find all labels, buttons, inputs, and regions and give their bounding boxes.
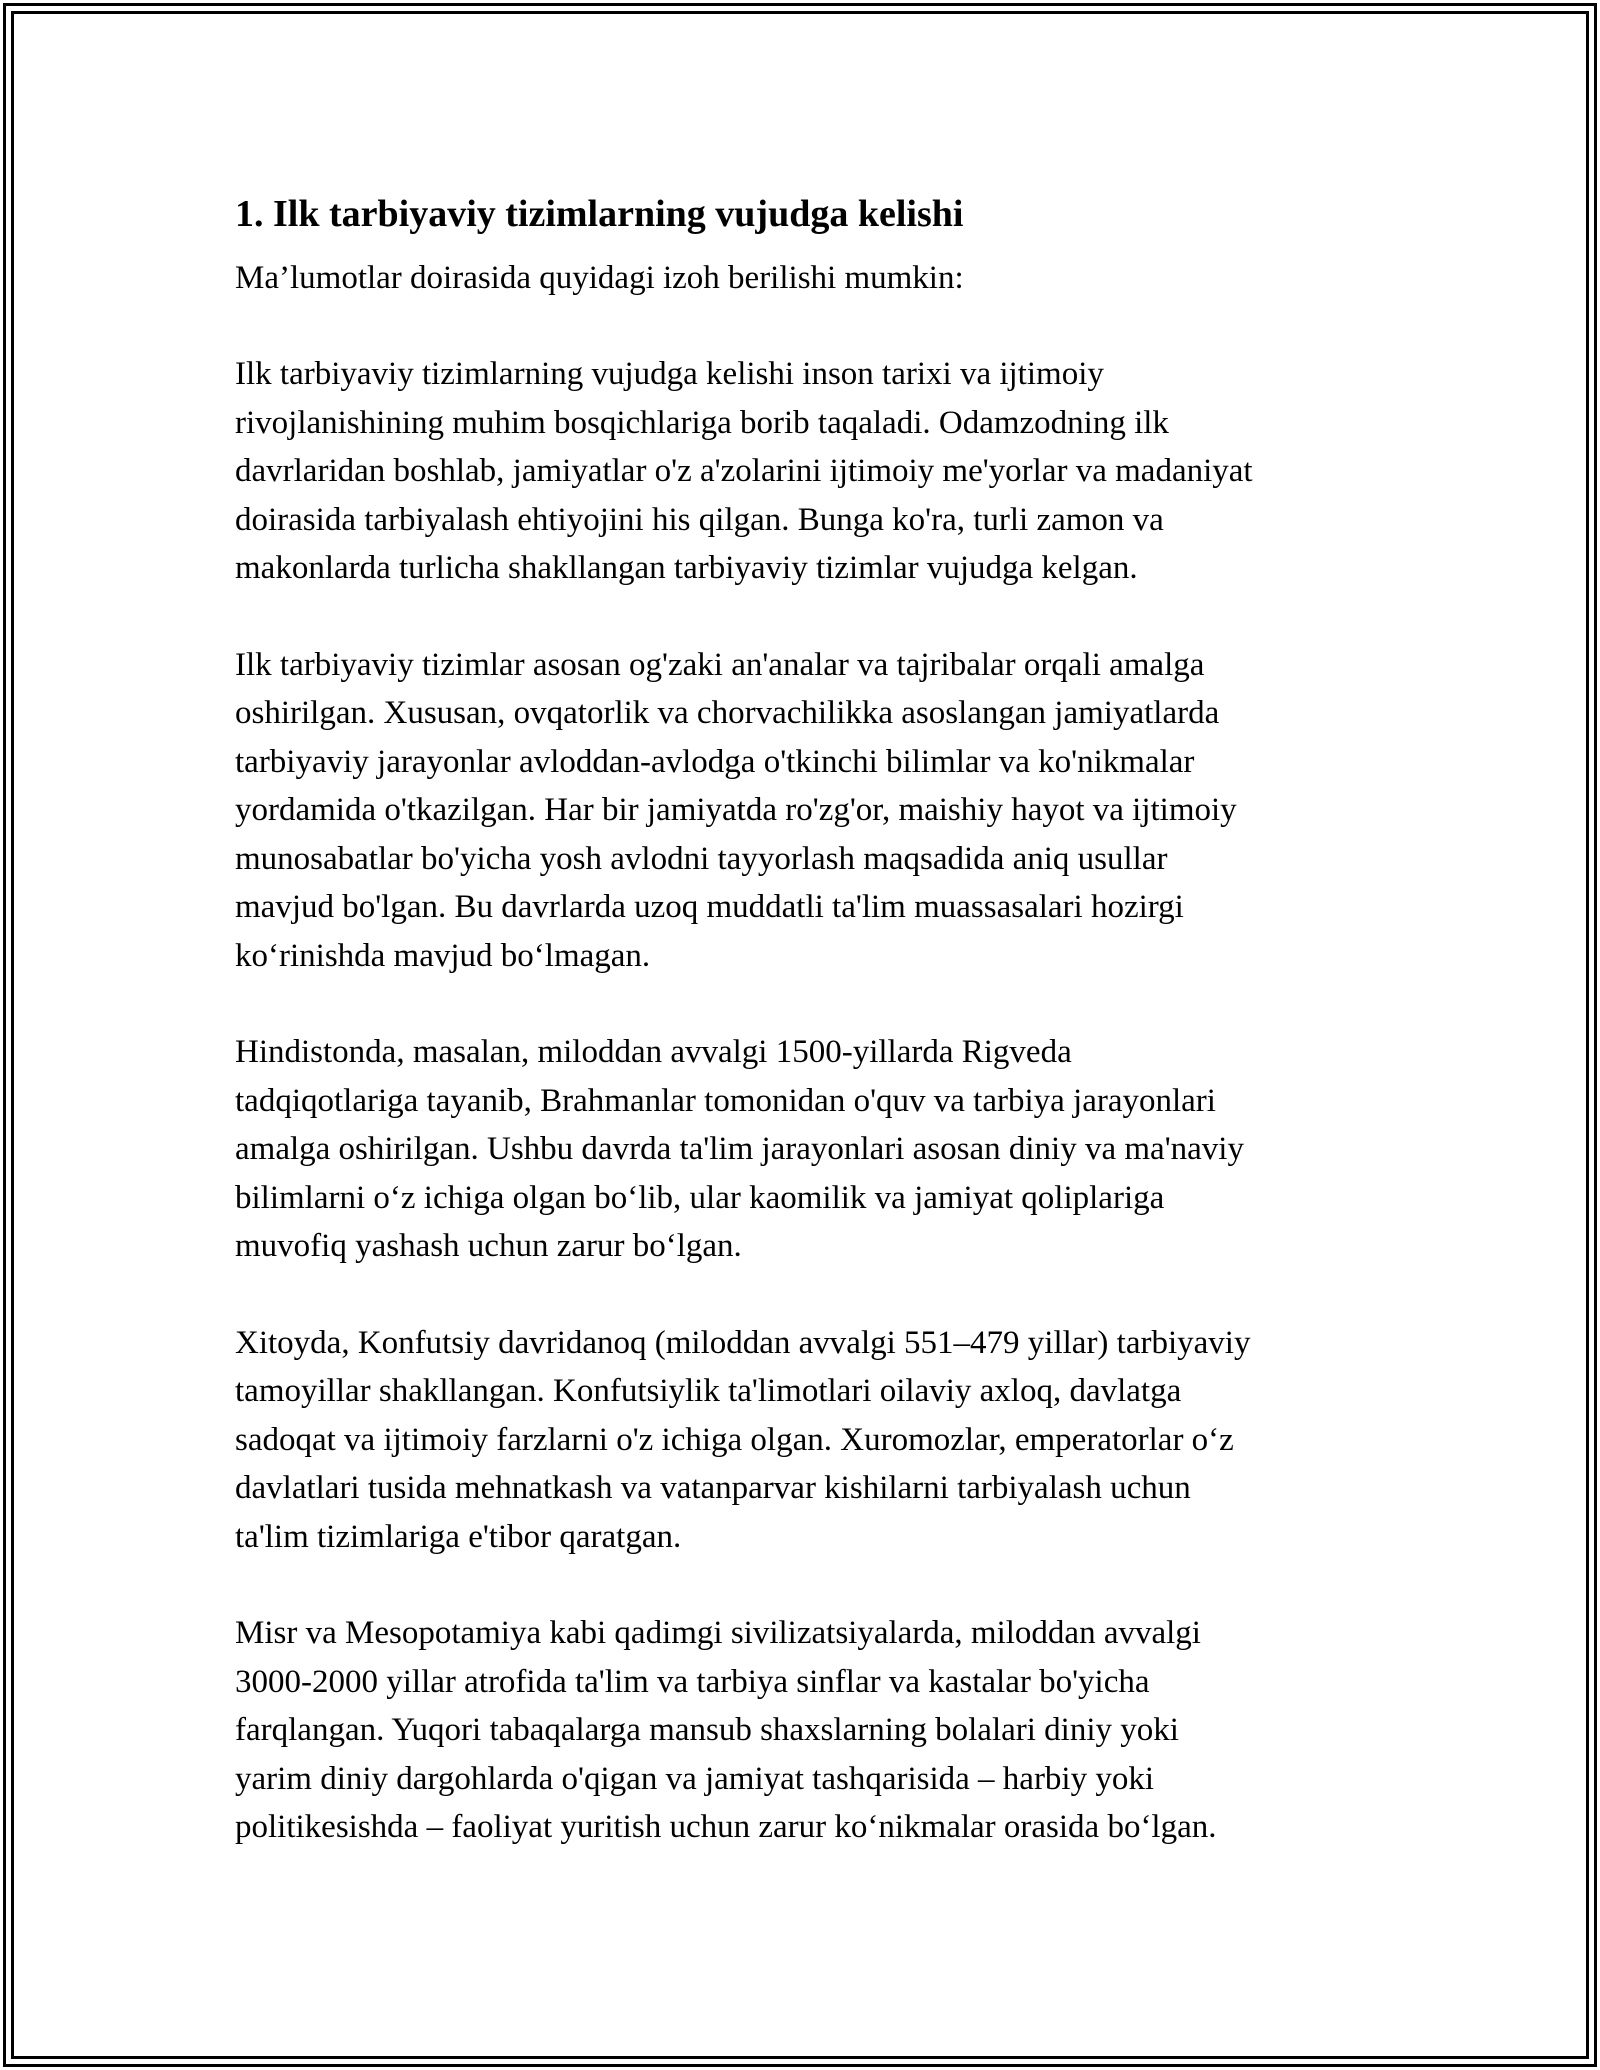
paragraph-line: tarbiyaviy jarayonlar avloddan-avlodga o'tkinchi bilimlar va ko'nikmalar <box>235 743 1195 780</box>
paragraph-line: davlatlari tusida mehnatkash va vatanparvar kishilarni tarbiyalash uchun <box>235 1470 1191 1506</box>
paragraph-line: rivojlanishining muhim bosqichlariga borib taqaladi. Odamzodning ilk <box>235 404 1169 441</box>
paragraph-line: yarim diniy dargohlarda o'qigan va jamiyat tashqarisida – harbiy yoki <box>235 1760 1155 1797</box>
paragraph-5 <box>235 1609 1385 1852</box>
paragraph-1 <box>235 350 1385 593</box>
paragraph-line: tadqiqotlariga tayanib, Brahmanlar tomonidan o'quv va tarbiya jarayonlari <box>235 1082 1216 1119</box>
paragraph-line: farqlangan. Yuqori tabaqalarga mansub shaxslarning bolalari diniy yoki <box>235 1712 1179 1748</box>
paragraph-line: yordamida o'tkazilgan. Har bir jamiyatda ro'zg'or, maishiy hayot va ijtimoiy <box>235 792 1237 828</box>
paragraph-line: makonlarda turlicha shakllangan tarbiyaviy tizimlar vujudga kelgan. <box>235 550 1138 586</box>
paragraph-line: bilimlarni o‘z ichiga olgan bo‘lib, ular kaomilik va jamiyat qoliplariga <box>235 1179 1165 1216</box>
paragraph-line: Ilk tarbiyaviy tizimlar asosan og'zaki an'analar va tajribalar orqali amalga <box>235 646 1205 683</box>
paragraph-4 <box>235 1319 1385 1562</box>
section-heading: 1. Ilk tarbiyaviy tizimlarning vujudga kelishi <box>235 193 964 235</box>
document-body <box>235 186 1385 1852</box>
paragraph-line: Xitoyda, Konfutsiy davridanoq (miloddan avvalgi 551–479 yillar) tarbiyaviy <box>235 1324 1251 1361</box>
paragraph-line: oshirilgan. Xususan, ovqatorlik va chorvachilikka asoslangan jamiyatlarda <box>235 695 1220 731</box>
paragraph-line: tamoyillar shakllangan. Konfutsiylik ta'limotlari oilaviy axloq, davlatga <box>235 1373 1182 1409</box>
paragraph-line: 3000-2000 yillar atrofida ta'lim va tarbiya sinflar va kastalar bo'yicha <box>235 1663 1150 1700</box>
paragraph-line: Misr va Mesopotamiya kabi qadimgi sivilizatsiyalarda, miloddan avvalgi <box>235 1615 1201 1651</box>
paragraph-line: ko‘rinishda mavjud bo‘lmagan. <box>235 937 651 974</box>
paragraph-line: amalga oshirilgan. Ushbu davrda ta'lim jarayonlari asosan diniy va ma'naviy <box>235 1131 1244 1167</box>
paragraph-line: doirasida tarbiyalash ehtiyojini his qilgan. Bunga ko'ra, turli zamon va <box>235 501 1164 538</box>
intro-text: Ma’lumotlar doirasida quyidagi izoh berilishi mumkin: <box>235 260 964 296</box>
paragraph-line: muvofiq yashash uchun zarur bo‘lgan. <box>235 1228 742 1264</box>
paragraph-2 <box>235 641 1385 981</box>
paragraph-line: politikesishda – faoliyat yuritish uchun zarur ko‘nikmalar orasida bo‘lgan. <box>235 1809 1217 1845</box>
paragraph-line: davrlaridan boshlab, jamiyatlar o'z a'zolarini ijtimoiy me'yorlar va madaniyat <box>235 453 1253 489</box>
paragraph-line: Hindistonda, masalan, miloddan avvalgi 1500-yillarda Rigveda <box>235 1034 1072 1070</box>
paragraph-line: sadoqat va ijtimoiy farzlarni o'z ichiga olgan. Xuromozlar, emperatorlar o‘z <box>235 1421 1234 1458</box>
paragraph-line: mavjud bo'lgan. Bu davrlarda uzoq muddatli ta'lim muassasalari hozirgi <box>235 889 1184 925</box>
paragraph-line: ta'lim tizimlariga e'tibor qaratgan. <box>235 1518 682 1555</box>
paragraph-3 <box>235 1028 1385 1271</box>
paragraph-line: munosabatlar bo'yicha yosh avlodni tayyorlash maqsadida aniq usullar <box>235 840 1168 877</box>
paragraph-line: Ilk tarbiyaviy tizimlarning vujudga kelishi inson tarixi va ijtimoiy <box>235 356 1104 392</box>
